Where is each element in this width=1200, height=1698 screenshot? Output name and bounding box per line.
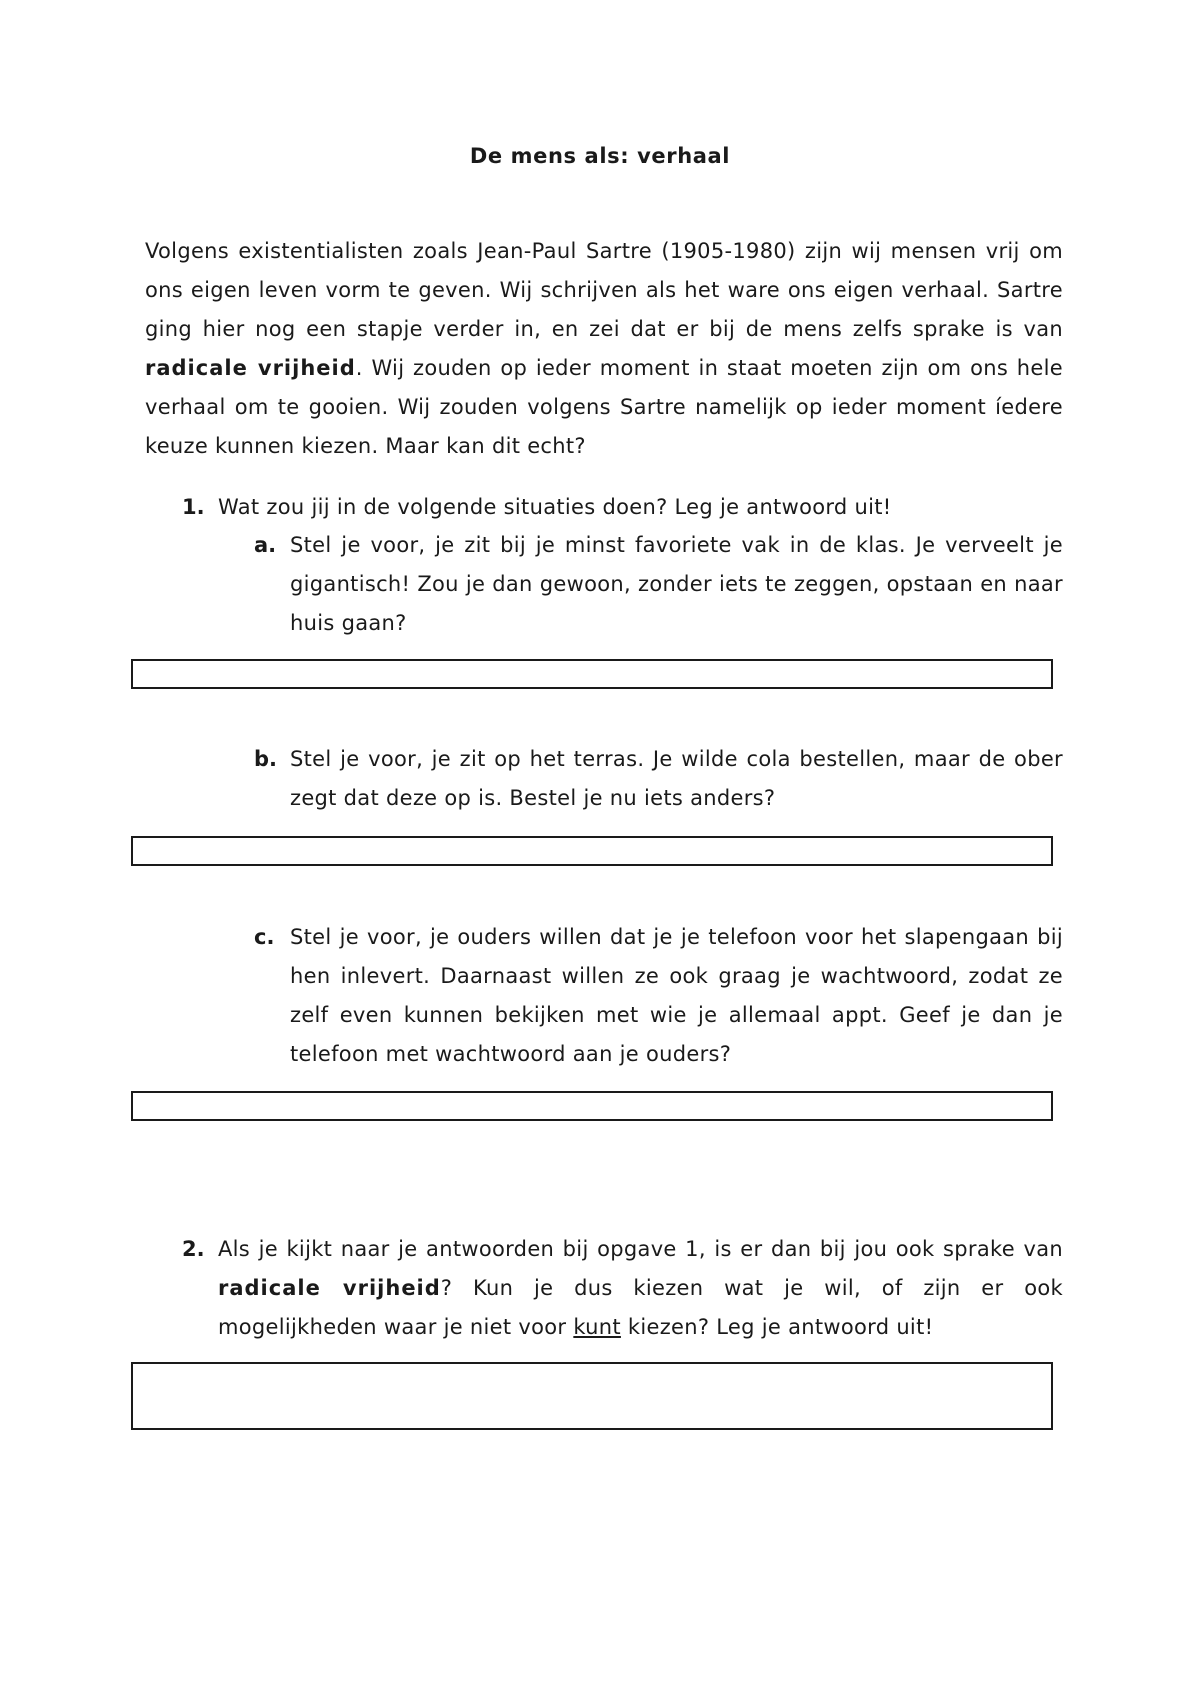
answer-box-1c[interactable] <box>131 1091 1053 1121</box>
question-2-number: 2. <box>182 1237 205 1261</box>
question-2-text-part3: kiezen? Leg je antwoord uit! <box>620 1315 934 1339</box>
question-2-text-part2: ? Kun je dus kiezen wat je wil, of zijn er ook mogelijkheden waar je niet voor <box>218 1276 1063 1339</box>
question-2-text-part1: Als je kijkt naar je antwoorden bij opgave 1, is er dan bij jou ook sprake van <box>218 1237 1063 1261</box>
question-2-underlined-word: kunt <box>573 1315 621 1339</box>
intro-text-part1: Volgens existentialisten zoals Jean-Paul Sartre (1905-1980) zijn wij mensen vrij om ons eigen leven vorm te geven. Wij schrijven als het ware ons eigen verhaal. Sartre ging hier nog een stapje verder in, en zei dat er bij de mens zelfs sprake is van <box>145 239 1063 341</box>
question-1c-text: Stel je voor, je ouders willen dat je je telefoon voor het slapengaan bij hen inlevert. Daarnaast willen ze ook graag je wachtwoord, zodat ze zelf even kunnen bekijken met wie je allemaal appt. Geef je dan je telefoon met wachtwoord aan je ouders? <box>290 925 1063 1066</box>
intro-paragraph <box>145 232 1063 466</box>
question-1b-text: Stel je voor, je zit op het terras. Je wilde cola bestellen, maar de ober zegt dat deze op is. Bestel je nu iets anders? <box>290 747 1063 810</box>
answer-box-1b[interactable] <box>131 836 1053 866</box>
answer-box-1a[interactable] <box>131 659 1053 689</box>
intro-text-part2: . Wij zouden op ieder moment in staat moeten zijn om ons hele verhaal om te gooien. Wij zouden volgens Sartre namelijk op ieder moment íedere keuze kunnen kiezen. Maar kan dit echt? <box>145 356 1063 458</box>
answer-box-2[interactable] <box>131 1362 1053 1430</box>
question-1b-letter: b. <box>254 747 278 771</box>
question-1c-letter: c. <box>254 925 275 949</box>
intro-bold-term: radicale vrijheid <box>145 356 356 380</box>
question-1a-letter: a. <box>254 533 277 557</box>
question-2-text <box>218 1230 1063 1347</box>
question-2-bold-term: radicale vrijheid <box>218 1276 441 1300</box>
question-1-text: Wat zou jij in de volgende situaties doen? Leg je antwoord uit! <box>218 495 892 519</box>
question-1-number: 1. <box>182 495 205 519</box>
document-title: De mens als: verhaal <box>469 144 731 168</box>
question-1a-text: Stel je voor, je zit bij je minst favoriete vak in de klas. Je verveelt je gigantisch! Zou je dan gewoon, zonder iets te zeggen, opstaan en naar huis gaan? <box>290 533 1063 635</box>
